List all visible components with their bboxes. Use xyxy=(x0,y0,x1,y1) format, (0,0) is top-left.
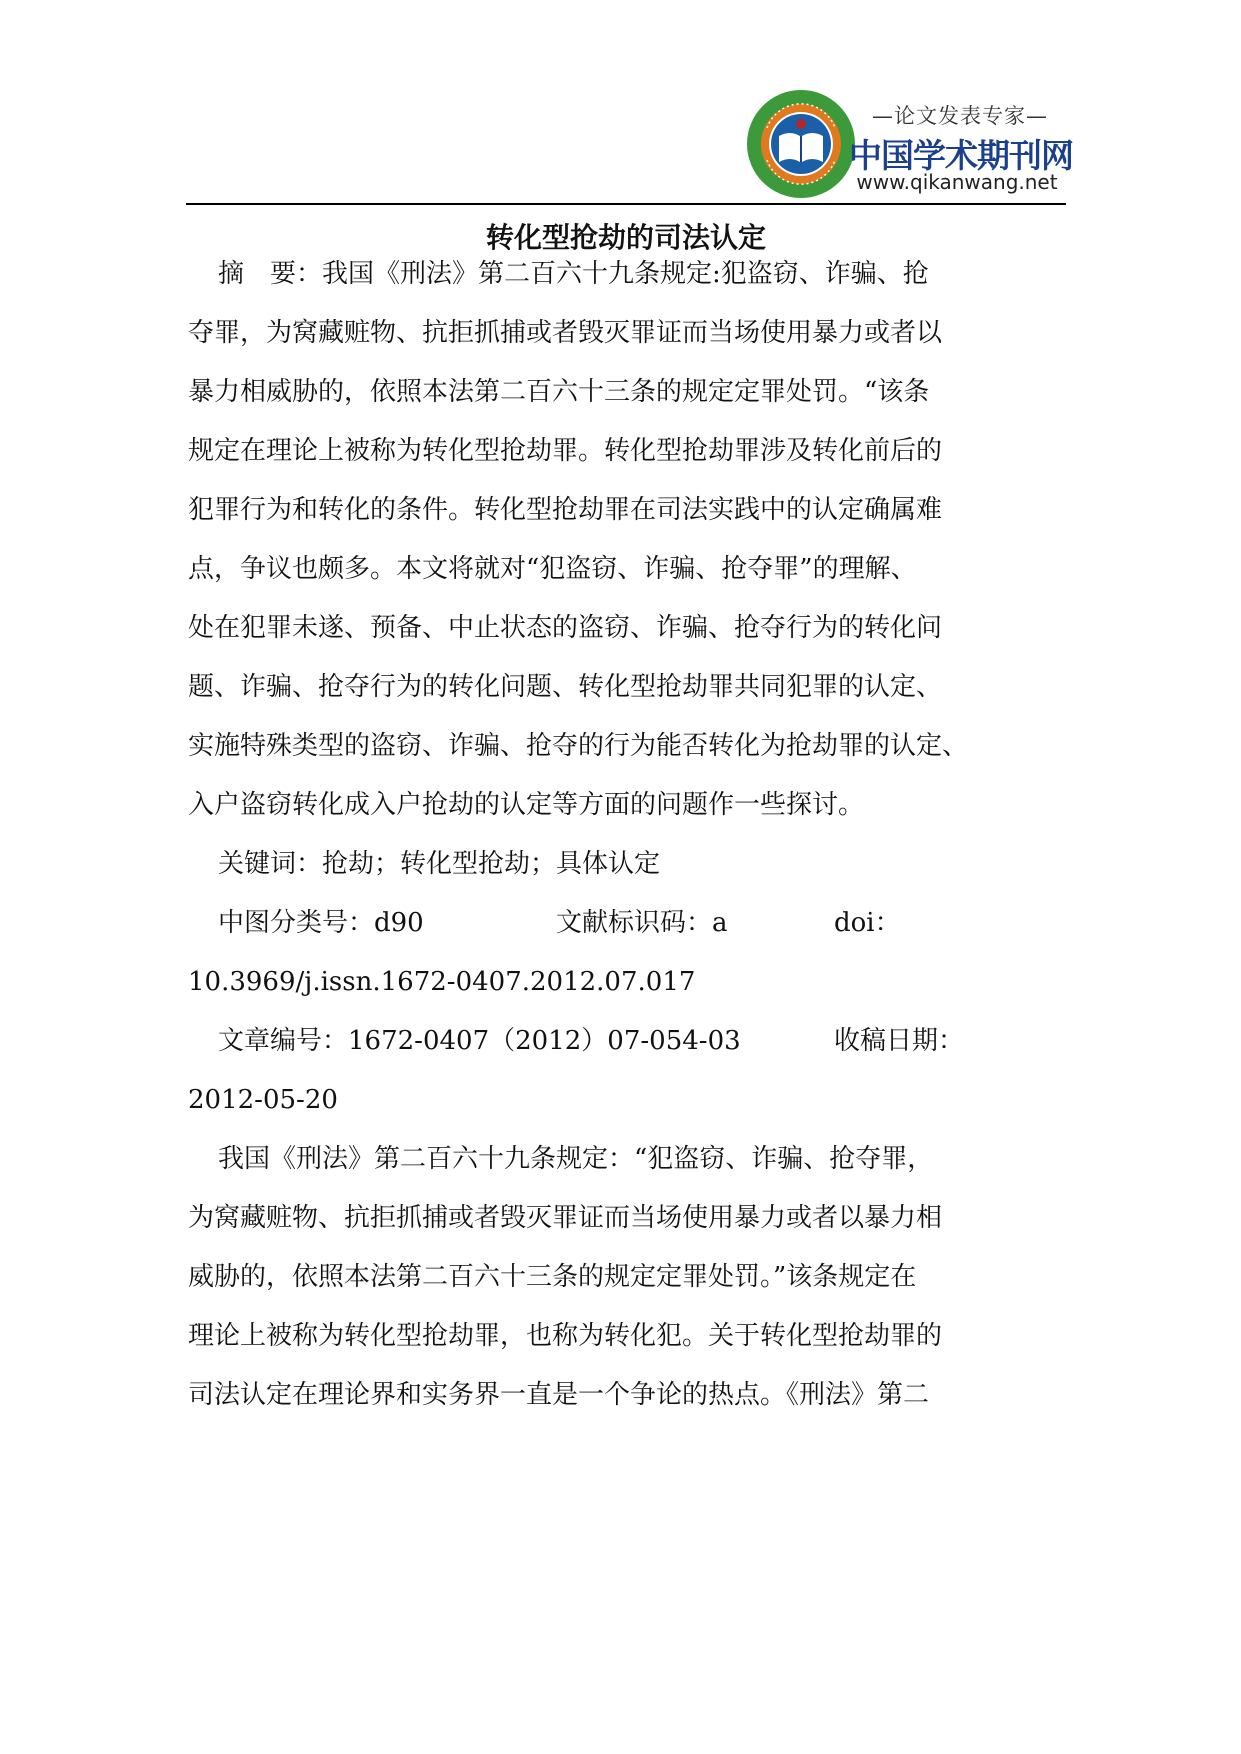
abstract-line: 暴力相威胁的，依照本法第二百六十三条的规定定罪处罚。“该条 xyxy=(188,377,930,407)
abstract-line: 夺罪，为窝藏赃物、抗拒抓捕或者毁灭罪证而当场使用暴力或者以 xyxy=(188,318,943,348)
abstract-line: 摘 要：我国《刑法》第二百六十九条规定:犯盗窃、诈骗、抢 xyxy=(218,259,929,289)
doi-value: 10.3969/j.issn.1672-0407.2012.07.017 xyxy=(188,967,696,997)
logo-url: www.qikanwang.net xyxy=(856,170,1058,194)
abstract-line: 犯罪行为和转化的条件。转化型抢劫罪在司法实践中的认定确属难 xyxy=(188,495,943,525)
body-line: 司法认定在理论界和实务界一直是一个争论的热点。《刑法》第二 xyxy=(188,1380,930,1410)
keywords: 关键词：抢劫；转化型抢劫；具体认定 xyxy=(218,849,661,879)
logo-name: 中国学术期刊网 xyxy=(849,136,1073,175)
abstract-line: 题、诈骗、抢夺行为的转化问题、转化型抢劫罪共同犯罪的认定、 xyxy=(188,672,943,702)
abstract-line: 规定在理论上被称为转化型抢劫罪。转化型抢劫罪涉及转化前后的 xyxy=(188,436,943,466)
abstract-line: 实施特殊类型的盗窃、诈骗、抢夺的行为能否转化为抢劫罪的认定、 xyxy=(188,731,969,761)
document-code: 文献标识码：a xyxy=(556,908,728,938)
body-line: 威胁的，依照本法第二百六十三条的规定定罪处罚。”该条规定在 xyxy=(188,1262,917,1292)
site-logo xyxy=(745,88,1073,200)
body-line: 为窝藏赃物、抗拒抓捕或者毁灭罪证而当场使用暴力或者以暴力相 xyxy=(188,1203,943,1233)
article-title: 转化型抢劫的司法认定 xyxy=(485,221,766,254)
body-line: 我国《刑法》第二百六十九条规定：“犯盗窃、诈骗、抢夺罪， xyxy=(218,1144,934,1174)
abstract-line: 点，争议也颇多。本文将就对“犯盗窃、诈骗、抢夺罪”的理解、 xyxy=(188,554,917,584)
received-date: 2012-05-20 xyxy=(188,1085,338,1115)
seal-emblem-icon xyxy=(745,88,857,200)
abstract-line: 处在犯罪未遂、预备、中止状态的盗窃、诈骗、抢夺行为的转化问 xyxy=(188,613,943,643)
logo-tagline: —论文发表专家— xyxy=(872,104,1048,128)
body-line: 理论上被称为转化型抢劫罪，也称为转化犯。关于转化型抢劫罪的 xyxy=(188,1321,943,1351)
classification-number: 中图分类号：d90 xyxy=(218,908,424,938)
article-number: 文章编号：1672-0407（2012）07-054-03 xyxy=(218,1026,741,1056)
doi-label: doi： xyxy=(834,908,901,938)
received-label: 收稿日期： xyxy=(834,1026,965,1056)
header-rule xyxy=(186,203,1066,205)
abstract-line: 入户盗窃转化成入户抢劫的认定等方面的问题作一些探讨。 xyxy=(188,790,865,820)
